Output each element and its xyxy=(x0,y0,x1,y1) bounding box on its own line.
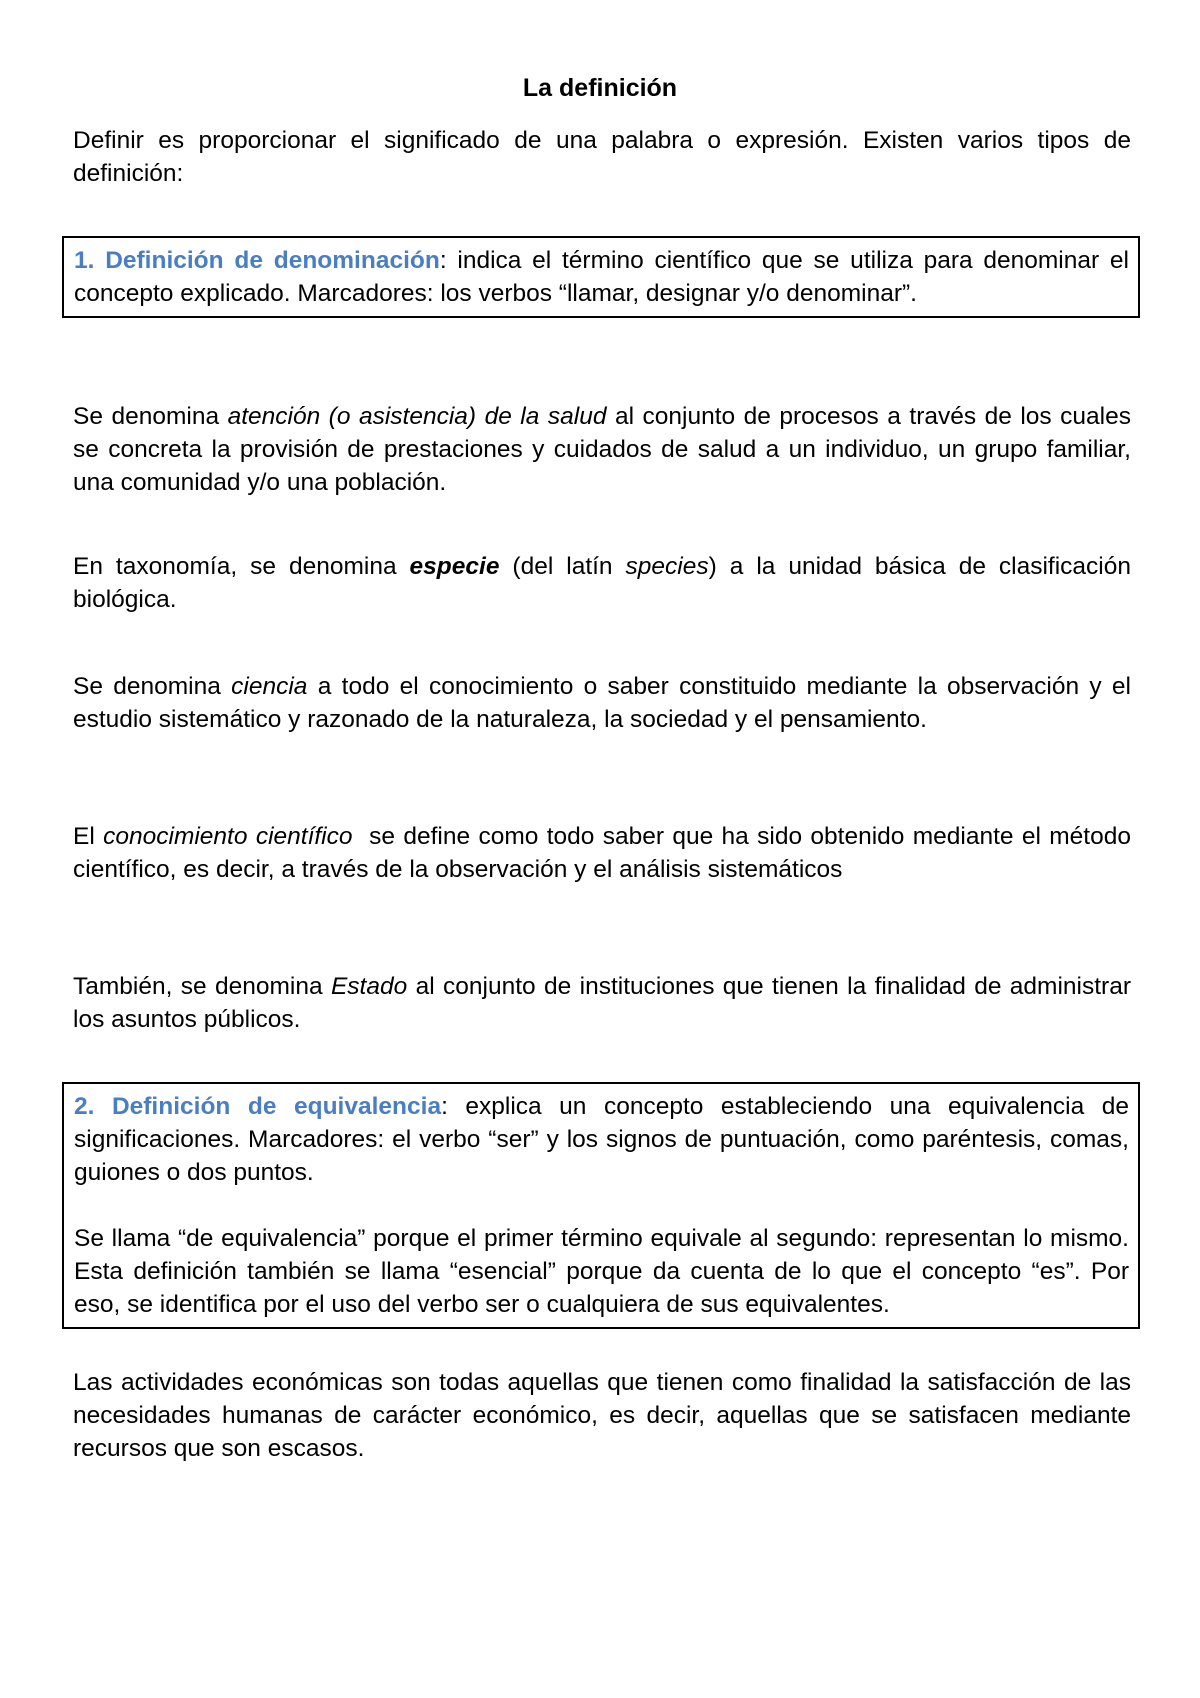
box1-heading: 1. Definición de denominación xyxy=(74,247,440,274)
example-text: En taxonomía, se denomina xyxy=(73,553,410,580)
example-text: al conjunto de instituciones que tienen la finalidad de administrar los asuntos públicos. xyxy=(73,973,1131,1033)
example-estado xyxy=(73,970,1131,1036)
example-term: atención (o asistencia) de la salud xyxy=(227,403,607,430)
example-actividades: Las actividades económicas son todas aquellas que tienen como finalidad la satisfacción de las necesidades humanas de carácter económico, es decir, aquellas que se satisfacen mediante recursos que son escasos. xyxy=(73,1369,1131,1462)
example-salud xyxy=(73,400,1131,499)
example-text: También, se denomina xyxy=(73,973,331,1000)
intro-paragraph: Definir es proporcionar el significado de una palabra o expresión. Existen varios tipos de definición: xyxy=(73,127,1131,187)
example-term: conocimiento científico xyxy=(103,823,353,850)
box2-text: : explica un concepto estableciendo una equivalencia de significaciones. Marcadores: el verbo “ser” y los signos de puntuación, como paréntesis, comas, guiones o dos puntos. xyxy=(74,1093,1129,1186)
definition-box-equivalencia xyxy=(62,1082,1140,1329)
example-text: El xyxy=(73,823,104,850)
example-text: ) a la unidad básica de clasificación biológica. xyxy=(73,553,1132,613)
example-text: a todo el conocimiento o saber constituido mediante la observación y el estudio sistemático y razonado de la naturaleza, la sociedad y el pensamiento. xyxy=(73,673,1132,733)
example-text: (del latín xyxy=(499,553,626,580)
example-term: Estado xyxy=(330,973,408,1000)
example-especie xyxy=(73,550,1131,616)
example-text: Se denomina xyxy=(73,673,232,700)
example-term: species xyxy=(625,553,709,580)
box2-paragraph-2: Se llama “de equivalencia” porque el primer término equivale al segundo: representan lo mismo. Esta definición también se llama “esencial” porque da cuenta de lo que el concepto “es”. Por eso, se identifica por el uso del verbo ser o cualquiera de sus equivalentes. xyxy=(74,1225,1129,1318)
box2-paragraph xyxy=(74,1090,1129,1189)
example-text: se define como todo saber que ha sido obtenido mediante el método científico, es decir, a través de la observación y el análisis sistemáticos xyxy=(73,823,1138,883)
example-term: especie xyxy=(409,553,500,580)
box1-paragraph xyxy=(74,244,1129,310)
example-term: ciencia xyxy=(231,673,308,700)
box1-text: : indica el término científico que se utiliza para denominar el concepto explicado. Marcadores: los verbos “llamar, designar y/o denominar”. xyxy=(74,247,1129,307)
example-ciencia xyxy=(73,670,1131,736)
example-conocimiento xyxy=(73,820,1138,886)
example-text: Se denomina xyxy=(73,403,228,430)
example-text: al conjunto de procesos a través de los cuales se concreta la provisión de prestaciones y cuidados de salud a un individuo, un grupo familiar, una comunidad y/o una población. xyxy=(73,403,1131,496)
page-title: La definición xyxy=(522,74,678,102)
box2-heading: 2. Definición de equivalencia xyxy=(74,1093,442,1120)
definition-box-denominacion xyxy=(62,236,1140,318)
